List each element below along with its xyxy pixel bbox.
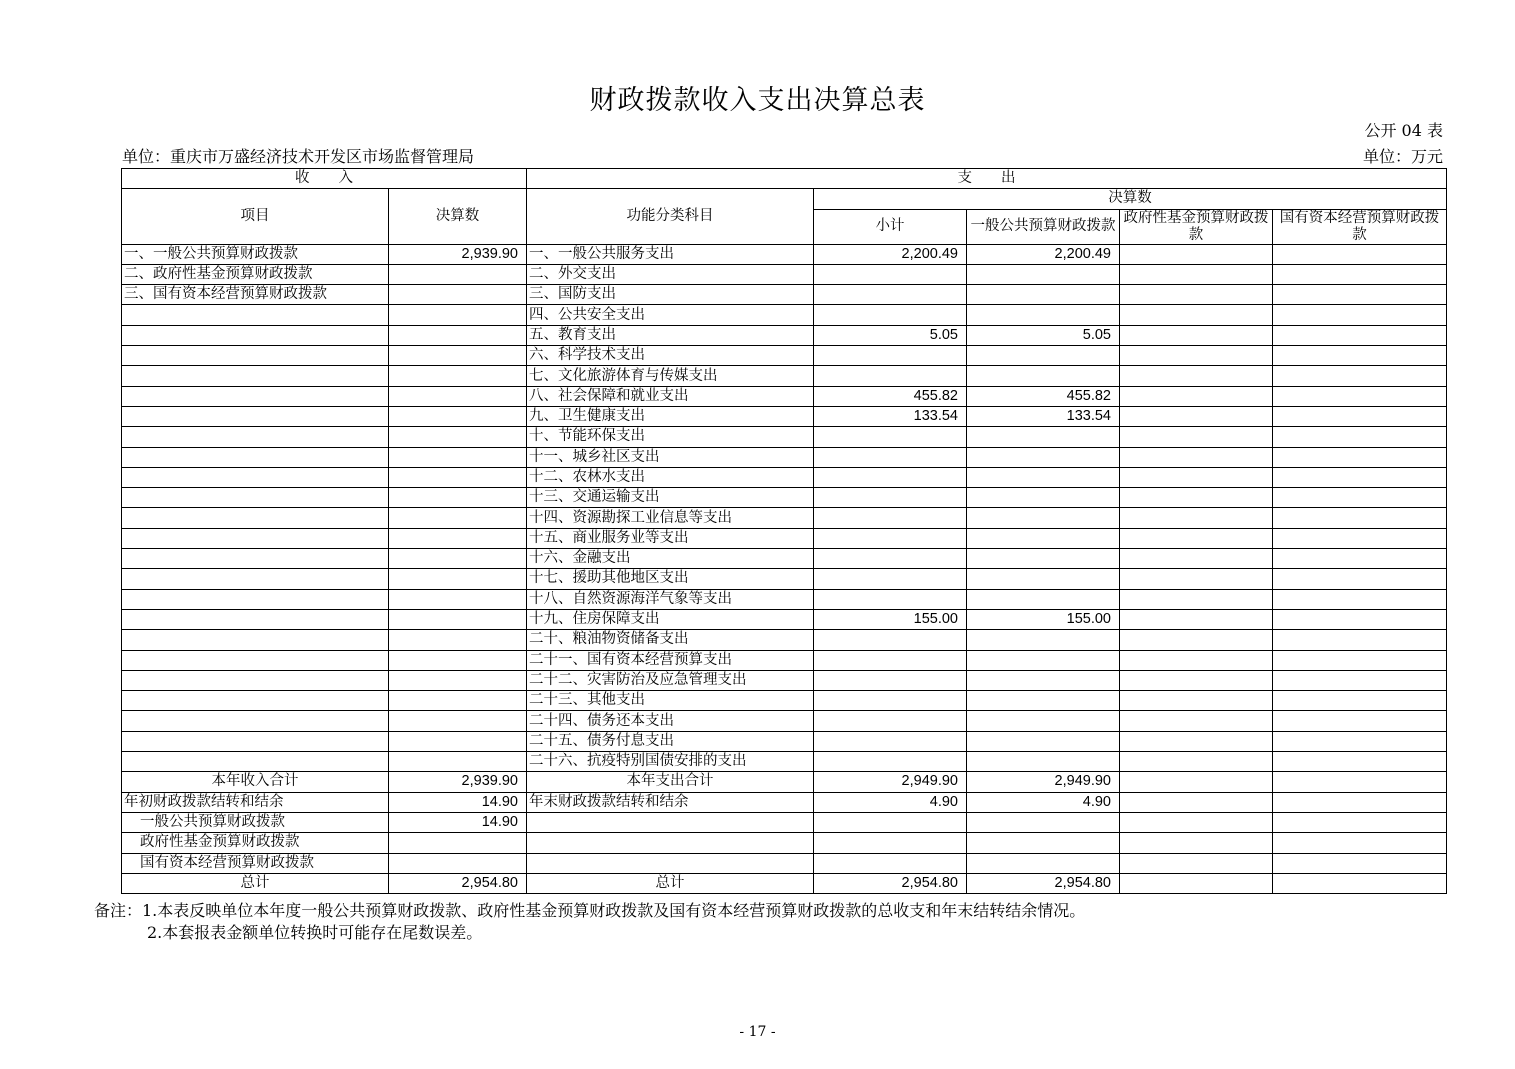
summary-row	[122, 812, 1447, 832]
income-amount	[389, 528, 527, 548]
expense-general	[967, 752, 1120, 772]
expense-state	[1273, 508, 1447, 528]
income-item	[122, 467, 389, 487]
header-row-2	[122, 189, 1447, 209]
expense-category: 十、节能环保支出	[527, 427, 814, 447]
expense-state	[1273, 305, 1447, 325]
income-item: 二、政府性基金预算财政拨款	[122, 264, 389, 284]
expense-subtotal	[814, 691, 967, 711]
expense-general	[967, 305, 1120, 325]
income-amount	[389, 285, 527, 305]
page-number: - 17 -	[739, 1024, 776, 1040]
expense-subtotal	[814, 650, 967, 670]
income-item	[122, 589, 389, 609]
expense-subtotal	[814, 285, 967, 305]
income-amount	[389, 467, 527, 487]
income-amount	[389, 508, 527, 528]
income-amount	[389, 609, 527, 629]
expense-category: 七、文化旅游体育与传媒支出	[527, 366, 814, 386]
income-amount	[389, 752, 527, 772]
expense-fund	[1120, 386, 1273, 406]
expense-category: 十九、住房保障支出	[527, 609, 814, 629]
expense-subtotal	[814, 630, 967, 650]
income-item	[122, 528, 389, 548]
table-row	[122, 447, 1447, 467]
expense-subtotal	[814, 528, 967, 548]
expense-subtotal: 133.54	[814, 406, 967, 426]
expense-state	[1273, 427, 1447, 447]
income-amount	[389, 711, 527, 731]
expense-subtotal	[814, 427, 967, 447]
budget-summary-table	[121, 168, 1447, 894]
form-number: 公开 04 表	[1364, 121, 1443, 140]
table-row	[122, 305, 1447, 325]
expense-subtotal	[814, 366, 967, 386]
expense-fund	[1120, 467, 1273, 487]
expense-state	[1273, 346, 1447, 366]
income-total: 2,939.90	[389, 772, 527, 792]
expense-state	[1273, 670, 1447, 690]
income-item	[122, 630, 389, 650]
expense-state	[1273, 386, 1447, 406]
expense-state	[1273, 447, 1447, 467]
income-amount	[389, 325, 527, 345]
expense-fund	[1120, 325, 1273, 345]
expense-fund	[1120, 691, 1273, 711]
summary-row	[122, 792, 1447, 812]
table-row	[122, 366, 1447, 386]
expense-fund	[1120, 447, 1273, 467]
expense-state	[1273, 691, 1447, 711]
expense-category: 十七、援助其他地区支出	[527, 569, 814, 589]
income-item	[122, 731, 389, 751]
header-row-1	[122, 169, 1447, 189]
income-item: 一、一般公共预算财政拨款	[122, 244, 389, 264]
expense-category: 二十、粮油物资储备支出	[527, 630, 814, 650]
note-line-1: 备注：1.本表反映单位本年度一般公共预算财政拨款、政府性基金预算财政拨款及国有资本经营预算财政拨款的总收支和年末结转结余情况。	[94, 901, 1086, 920]
grand-total-general: 2,954.80	[967, 873, 1120, 893]
income-amount	[389, 670, 527, 690]
end-balance-label: 年末财政拨款结转和结余	[527, 792, 814, 812]
expense-general	[967, 528, 1120, 548]
income-item	[122, 447, 389, 467]
expense-state	[1273, 488, 1447, 508]
table-row	[122, 630, 1447, 650]
table-row	[122, 711, 1447, 731]
expense-fund	[1120, 650, 1273, 670]
expense-category: 十六、金融支出	[527, 549, 814, 569]
income-amount	[389, 731, 527, 751]
expense-general	[967, 508, 1120, 528]
expense-general: 5.05	[967, 325, 1120, 345]
income-item	[122, 305, 389, 325]
amount-header: 决算数	[389, 189, 527, 244]
empty-cell	[1120, 812, 1273, 832]
expense-total-state	[1273, 772, 1447, 792]
table-row	[122, 549, 1447, 569]
expense-general: 133.54	[967, 406, 1120, 426]
income-item	[122, 609, 389, 629]
table-row	[122, 406, 1447, 426]
expense-state	[1273, 589, 1447, 609]
fund-budget-header: 政府性基金预算财政拨款	[1120, 209, 1273, 244]
empty-cell	[967, 853, 1120, 873]
income-item	[122, 346, 389, 366]
expense-fund	[1120, 630, 1273, 650]
expense-subtotal	[814, 346, 967, 366]
table-row	[122, 528, 1447, 548]
table-row	[122, 589, 1447, 609]
table-row	[122, 467, 1447, 487]
expense-general	[967, 264, 1120, 284]
table-row	[122, 264, 1447, 284]
empty-cell	[814, 833, 967, 853]
expense-category: 八、社会保障和就业支出	[527, 386, 814, 406]
income-amount	[389, 589, 527, 609]
table-row	[122, 508, 1447, 528]
expense-total-fund	[1120, 772, 1273, 792]
expense-category: 十四、资源勘探工业信息等支出	[527, 508, 814, 528]
summary-row	[122, 772, 1447, 792]
expense-general: 455.82	[967, 386, 1120, 406]
expense-general	[967, 427, 1120, 447]
expense-category: 十五、商业服务业等支出	[527, 528, 814, 548]
begin-general-label: 一般公共预算财政拨款	[122, 812, 389, 832]
expense-general: 155.00	[967, 609, 1120, 629]
begin-balance-amount: 14.90	[389, 792, 527, 812]
expense-subtotal	[814, 488, 967, 508]
expense-fund	[1120, 346, 1273, 366]
expense-state	[1273, 244, 1447, 264]
expense-subtotal	[814, 569, 967, 589]
empty-cell	[527, 833, 814, 853]
expense-category: 二十三、其他支出	[527, 691, 814, 711]
expense-general: 2,200.49	[967, 244, 1120, 264]
expense-general	[967, 630, 1120, 650]
expense-state	[1273, 731, 1447, 751]
expense-state	[1273, 752, 1447, 772]
income-header: 收 入	[122, 169, 527, 189]
income-item	[122, 650, 389, 670]
page-title: 财政拨款收入支出决算总表	[589, 85, 926, 116]
income-amount	[389, 346, 527, 366]
expense-category: 十二、农林水支出	[527, 467, 814, 487]
income-item: 三、国有资本经营预算财政拨款	[122, 285, 389, 305]
begin-fund-label: 政府性基金预算财政拨款	[122, 833, 389, 853]
empty-cell	[967, 812, 1120, 832]
subtotal-header: 小计	[814, 209, 967, 244]
expense-category: 二、外交支出	[527, 264, 814, 284]
expense-general	[967, 488, 1120, 508]
income-item	[122, 427, 389, 447]
expense-subtotal	[814, 670, 967, 690]
empty-cell	[1273, 812, 1447, 832]
notes	[94, 900, 1085, 944]
expense-general	[967, 711, 1120, 731]
expense-subtotal	[814, 508, 967, 528]
end-balance-state	[1273, 792, 1447, 812]
grand-total-subtotal: 2,954.80	[814, 873, 967, 893]
expense-subtotal	[814, 549, 967, 569]
income-amount	[389, 630, 527, 650]
table-row	[122, 609, 1447, 629]
income-amount	[389, 406, 527, 426]
income-amount	[389, 488, 527, 508]
expense-fund	[1120, 508, 1273, 528]
income-amount	[389, 386, 527, 406]
expense-category: 九、卫生健康支出	[527, 406, 814, 426]
expense-state	[1273, 264, 1447, 284]
table-row	[122, 244, 1447, 264]
expense-state	[1273, 285, 1447, 305]
expense-subtotal	[814, 589, 967, 609]
expense-category: 五、教育支出	[527, 325, 814, 345]
begin-state-label: 国有资本经营预算财政拨款	[122, 853, 389, 873]
expense-state	[1273, 711, 1447, 731]
expense-category: 四、公共安全支出	[527, 305, 814, 325]
expense-subtotal: 2,200.49	[814, 244, 967, 264]
income-amount	[389, 569, 527, 589]
grand-total-income: 2,954.80	[389, 873, 527, 893]
expense-state	[1273, 528, 1447, 548]
income-item	[122, 670, 389, 690]
expense-category: 十八、自然资源海洋气象等支出	[527, 589, 814, 609]
unit-currency: 单位：万元	[1362, 147, 1443, 166]
income-item	[122, 325, 389, 345]
expense-general	[967, 346, 1120, 366]
expense-state	[1273, 630, 1447, 650]
expense-state	[1273, 549, 1447, 569]
note-line-2: 2.本套报表金额单位转换时可能存在尾数误差。	[147, 923, 483, 942]
table-row	[122, 488, 1447, 508]
expense-category: 一、一般公共服务支出	[527, 244, 814, 264]
end-balance-fund	[1120, 792, 1273, 812]
table-row	[122, 427, 1447, 447]
expense-fund	[1120, 244, 1273, 264]
expense-general	[967, 589, 1120, 609]
expense-fund	[1120, 406, 1273, 426]
expense-category: 十一、城乡社区支出	[527, 447, 814, 467]
expense-fund	[1120, 528, 1273, 548]
empty-cell	[1120, 853, 1273, 873]
table-row	[122, 386, 1447, 406]
expense-state	[1273, 406, 1447, 426]
budget-group-header: 决算数	[814, 189, 1447, 209]
empty-cell	[1120, 833, 1273, 853]
table-row	[122, 346, 1447, 366]
expense-subtotal: 5.05	[814, 325, 967, 345]
income-item	[122, 691, 389, 711]
expense-category: 二十一、国有资本经营预算支出	[527, 650, 814, 670]
expense-general	[967, 731, 1120, 751]
income-amount	[389, 447, 527, 467]
expense-fund	[1120, 488, 1273, 508]
summary-row	[122, 853, 1447, 873]
expense-general	[967, 285, 1120, 305]
function-header: 功能分类科目	[527, 189, 814, 244]
summary-row	[122, 873, 1447, 893]
income-item	[122, 386, 389, 406]
expense-general	[967, 569, 1120, 589]
grand-total-label-income: 总计	[122, 873, 389, 893]
expense-general	[967, 650, 1120, 670]
income-item	[122, 488, 389, 508]
expense-fund	[1120, 305, 1273, 325]
expense-subtotal	[814, 752, 967, 772]
expense-fund	[1120, 569, 1273, 589]
table-row	[122, 569, 1447, 589]
expense-state	[1273, 366, 1447, 386]
expense-total-general: 2,949.90	[967, 772, 1120, 792]
expense-category: 二十四、债务还本支出	[527, 711, 814, 731]
expense-subtotal: 455.82	[814, 386, 967, 406]
begin-general-amount: 14.90	[389, 812, 527, 832]
expense-category: 六、科学技术支出	[527, 346, 814, 366]
income-amount	[389, 549, 527, 569]
summary-row	[122, 833, 1447, 853]
income-amount	[389, 366, 527, 386]
empty-cell	[814, 812, 967, 832]
empty-cell	[527, 853, 814, 873]
income-item	[122, 752, 389, 772]
income-amount	[389, 264, 527, 284]
expense-general	[967, 549, 1120, 569]
expense-category: 三、国防支出	[527, 285, 814, 305]
expense-state	[1273, 609, 1447, 629]
expense-category: 二十五、债务付息支出	[527, 731, 814, 751]
table-row	[122, 752, 1447, 772]
table-row	[122, 670, 1447, 690]
expense-general	[967, 670, 1120, 690]
income-amount	[389, 305, 527, 325]
expense-general	[967, 366, 1120, 386]
expense-subtotal: 155.00	[814, 609, 967, 629]
end-balance-subtotal: 4.90	[814, 792, 967, 812]
general-budget-header: 一般公共预算财政拨款	[967, 209, 1120, 244]
expense-subtotal	[814, 305, 967, 325]
table-row	[122, 285, 1447, 305]
expense-subtotal	[814, 447, 967, 467]
income-amount	[389, 427, 527, 447]
income-item	[122, 508, 389, 528]
expense-general	[967, 467, 1120, 487]
expense-fund	[1120, 752, 1273, 772]
expense-total-label: 本年支出合计	[527, 772, 814, 792]
expense-fund	[1120, 670, 1273, 690]
income-item	[122, 366, 389, 386]
expense-category: 二十二、灾害防治及应急管理支出	[527, 670, 814, 690]
expense-fund	[1120, 427, 1273, 447]
unit-organization: 单位：重庆市万盛经济技术开发区市场监督管理局	[122, 147, 475, 166]
income-amount	[389, 650, 527, 670]
expense-fund	[1120, 711, 1273, 731]
grand-total-label-expense: 总计	[527, 873, 814, 893]
income-amount: 2,939.90	[389, 244, 527, 264]
expense-category: 十三、交通运输支出	[527, 488, 814, 508]
grand-total-state	[1273, 873, 1447, 893]
table-row	[122, 325, 1447, 345]
empty-cell	[814, 853, 967, 873]
expense-subtotal	[814, 264, 967, 284]
income-item	[122, 569, 389, 589]
empty-cell	[527, 812, 814, 832]
item-header: 项目	[122, 189, 389, 244]
income-item	[122, 711, 389, 731]
expense-subtotal	[814, 467, 967, 487]
table-row	[122, 650, 1447, 670]
table-row	[122, 731, 1447, 751]
expense-fund	[1120, 264, 1273, 284]
expense-subtotal	[814, 711, 967, 731]
income-amount	[389, 691, 527, 711]
expense-state	[1273, 569, 1447, 589]
income-item	[122, 549, 389, 569]
table-row	[122, 691, 1447, 711]
begin-fund-amount	[389, 833, 527, 853]
expense-fund	[1120, 285, 1273, 305]
expense-fund	[1120, 549, 1273, 569]
expense-general	[967, 447, 1120, 467]
expense-fund	[1120, 609, 1273, 629]
state-capital-header: 国有资本经营预算财政拨款	[1273, 209, 1447, 244]
empty-cell	[1273, 833, 1447, 853]
expense-category: 二十六、抗疫特别国债安排的支出	[527, 752, 814, 772]
expense-fund	[1120, 731, 1273, 751]
expense-fund	[1120, 366, 1273, 386]
grand-total-fund	[1120, 873, 1273, 893]
income-item	[122, 406, 389, 426]
expense-subtotal	[814, 731, 967, 751]
end-balance-general: 4.90	[967, 792, 1120, 812]
begin-state-amount	[389, 853, 527, 873]
expense-state	[1273, 467, 1447, 487]
income-total-label: 本年收入合计	[122, 772, 389, 792]
empty-cell	[1273, 853, 1447, 873]
empty-cell	[967, 833, 1120, 853]
expense-state	[1273, 325, 1447, 345]
expense-general	[967, 691, 1120, 711]
begin-balance-label: 年初财政拨款结转和结余	[122, 792, 389, 812]
expense-header: 支 出	[527, 169, 1447, 189]
expense-total-subtotal: 2,949.90	[814, 772, 967, 792]
expense-fund	[1120, 589, 1273, 609]
expense-state	[1273, 650, 1447, 670]
